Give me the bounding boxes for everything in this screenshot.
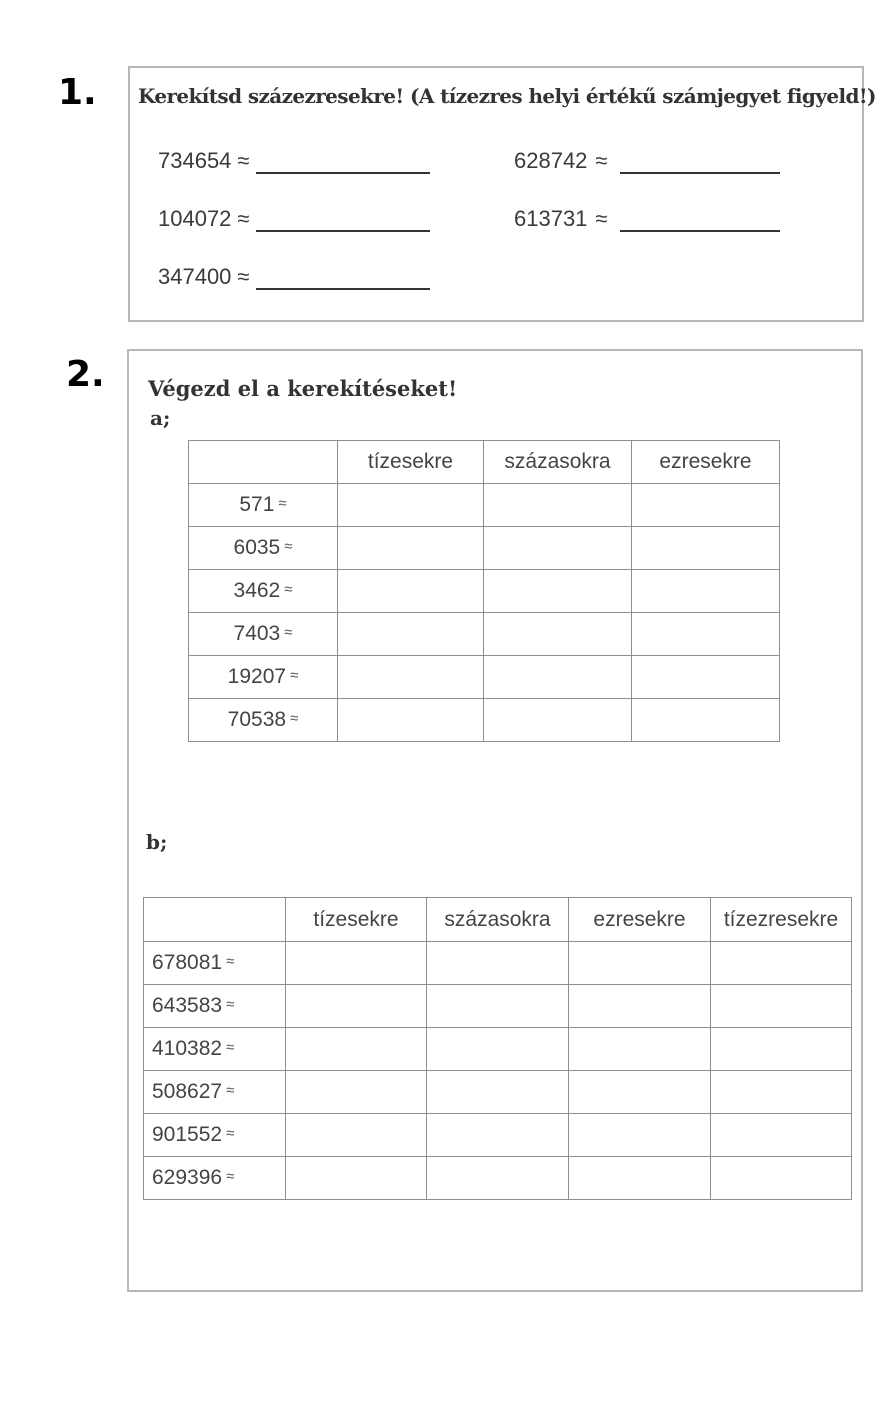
answer-cell[interactable] [427,1114,569,1157]
answer-cell[interactable] [632,484,780,527]
answer-cell[interactable] [632,527,780,570]
row-number: 629396 [152,1166,223,1189]
answer-cell[interactable] [569,985,711,1028]
answer-cell[interactable] [286,1071,427,1114]
number-cell [189,613,338,656]
number-cell [189,484,338,527]
approx-symbol: ≈ [226,996,235,1013]
answer-cell[interactable] [338,656,484,699]
task-2-instruction: Végezd el a kerekítéseket! [148,376,458,401]
part-b-label: b; [146,830,168,854]
answer-cell[interactable] [484,656,632,699]
answer-cell[interactable] [569,1071,711,1114]
answer-cell[interactable] [711,942,852,985]
number-cell [189,699,338,742]
exercise-number: 347400 [158,264,232,289]
answer-cell[interactable] [569,1157,711,1200]
row-number: 410382 [152,1037,223,1060]
answer-cell[interactable] [484,570,632,613]
answer-blank[interactable] [256,274,430,290]
answer-cell[interactable] [484,613,632,656]
answer-cell[interactable] [286,985,427,1028]
answer-cell[interactable] [427,1071,569,1114]
answer-cell[interactable] [711,1071,852,1114]
answer-cell[interactable] [484,484,632,527]
approx-symbol: ≈ [226,1039,235,1056]
number-cell [144,1071,286,1114]
answer-cell[interactable] [711,985,852,1028]
answer-cell[interactable] [632,656,780,699]
header-cell [144,898,286,942]
table-row [189,656,780,699]
exercise-item [158,264,430,290]
approx-symbol: ≈ [226,953,235,970]
part-a-table [188,440,780,742]
answer-cell[interactable] [286,1028,427,1071]
answer-cell[interactable] [338,570,484,613]
answer-cell[interactable] [484,699,632,742]
approx-symbol: ≈ [284,624,293,641]
row-number: 571 [239,493,275,516]
table-row [189,613,780,656]
answer-blank[interactable] [620,158,780,174]
answer-cell[interactable] [338,527,484,570]
approx-symbol: ≈ [226,1168,235,1185]
number-cell [189,527,338,570]
answer-cell[interactable] [338,613,484,656]
table-row [144,942,852,985]
header-cell: tízezresekre [711,898,852,942]
approx-symbol: ≈ [595,206,608,231]
table-row [189,527,780,570]
answer-blank[interactable] [256,216,430,232]
exercise-item [158,206,430,232]
header-cell: százasokra [427,898,569,942]
answer-cell[interactable] [427,985,569,1028]
number-cell [144,942,286,985]
number-cell [144,985,286,1028]
answer-cell[interactable] [569,1114,711,1157]
exercise-number: 613731 [514,206,588,231]
answer-cell[interactable] [338,699,484,742]
exercise-item [158,148,430,174]
task-1-box [128,66,876,322]
answer-cell[interactable] [286,1157,427,1200]
answer-cell[interactable] [632,699,780,742]
answer-cell[interactable] [632,613,780,656]
answer-cell[interactable] [569,1028,711,1071]
header-cell: ezresekre [632,441,780,484]
table-row [144,1157,852,1200]
approx-symbol: ≈ [226,1082,235,1099]
exercise-item [514,206,780,232]
answer-cell[interactable] [632,570,780,613]
table-row [189,699,780,742]
row-number: 643583 [152,994,223,1017]
answer-blank[interactable] [256,158,430,174]
answer-cell[interactable] [338,484,484,527]
exercise-number: 628742 [514,148,588,173]
answer-cell[interactable] [711,1114,852,1157]
task-1-number: 1. [58,72,97,113]
table-header-row [189,441,780,484]
table-row [189,484,780,527]
approx-symbol: ≈ [278,495,287,512]
approx-symbol: ≈ [595,148,608,173]
number-cell [144,1028,286,1071]
approx-symbol: ≈ [237,206,250,231]
header-cell: ezresekre [569,898,711,942]
header-cell: százasokra [484,441,632,484]
table-row [144,985,852,1028]
exercise-number: 104072 [158,206,232,231]
approx-symbol: ≈ [290,667,299,684]
answer-cell[interactable] [427,1157,569,1200]
table-row [189,570,780,613]
approx-symbol: ≈ [226,1125,235,1142]
table-row [144,1028,852,1071]
row-number: 901552 [152,1123,223,1146]
row-number: 7403 [233,622,281,645]
answer-cell[interactable] [286,1114,427,1157]
row-number: 3462 [233,579,281,602]
number-cell [144,1114,286,1157]
answer-cell[interactable] [484,527,632,570]
exercise-number: 734654 [158,148,232,173]
approx-symbol: ≈ [290,710,299,727]
number-cell [144,1157,286,1200]
answer-cell[interactable] [569,942,711,985]
row-number: 19207 [227,665,287,688]
answer-cell[interactable] [711,1028,852,1071]
row-number: 6035 [233,536,281,559]
approx-symbol: ≈ [237,264,250,289]
approx-symbol: ≈ [237,148,250,173]
table-header-row [144,898,852,942]
table-row [144,1071,852,1114]
part-b-table [143,897,852,1200]
part-a-label: a; [150,406,171,430]
table-row [144,1114,852,1157]
answer-cell[interactable] [427,1028,569,1071]
answer-cell[interactable] [711,1157,852,1200]
row-number: 508627 [152,1080,223,1103]
header-cell: tízesekre [286,898,427,942]
header-cell [189,441,338,484]
approx-symbol: ≈ [284,581,293,598]
task-2-number: 2. [66,354,105,395]
number-cell [189,570,338,613]
task-1-instruction: Kerekítsd százezresekre! (A tízezres helyi értékű számjegyet figyeld!) [138,84,876,108]
answer-cell[interactable] [427,942,569,985]
header-cell: tízesekre [338,441,484,484]
answer-cell[interactable] [286,942,427,985]
row-number: 70538 [227,708,287,731]
approx-symbol: ≈ [284,538,293,555]
row-number: 678081 [152,951,223,974]
number-cell [189,656,338,699]
exercise-item [514,148,780,174]
answer-blank[interactable] [620,216,780,232]
